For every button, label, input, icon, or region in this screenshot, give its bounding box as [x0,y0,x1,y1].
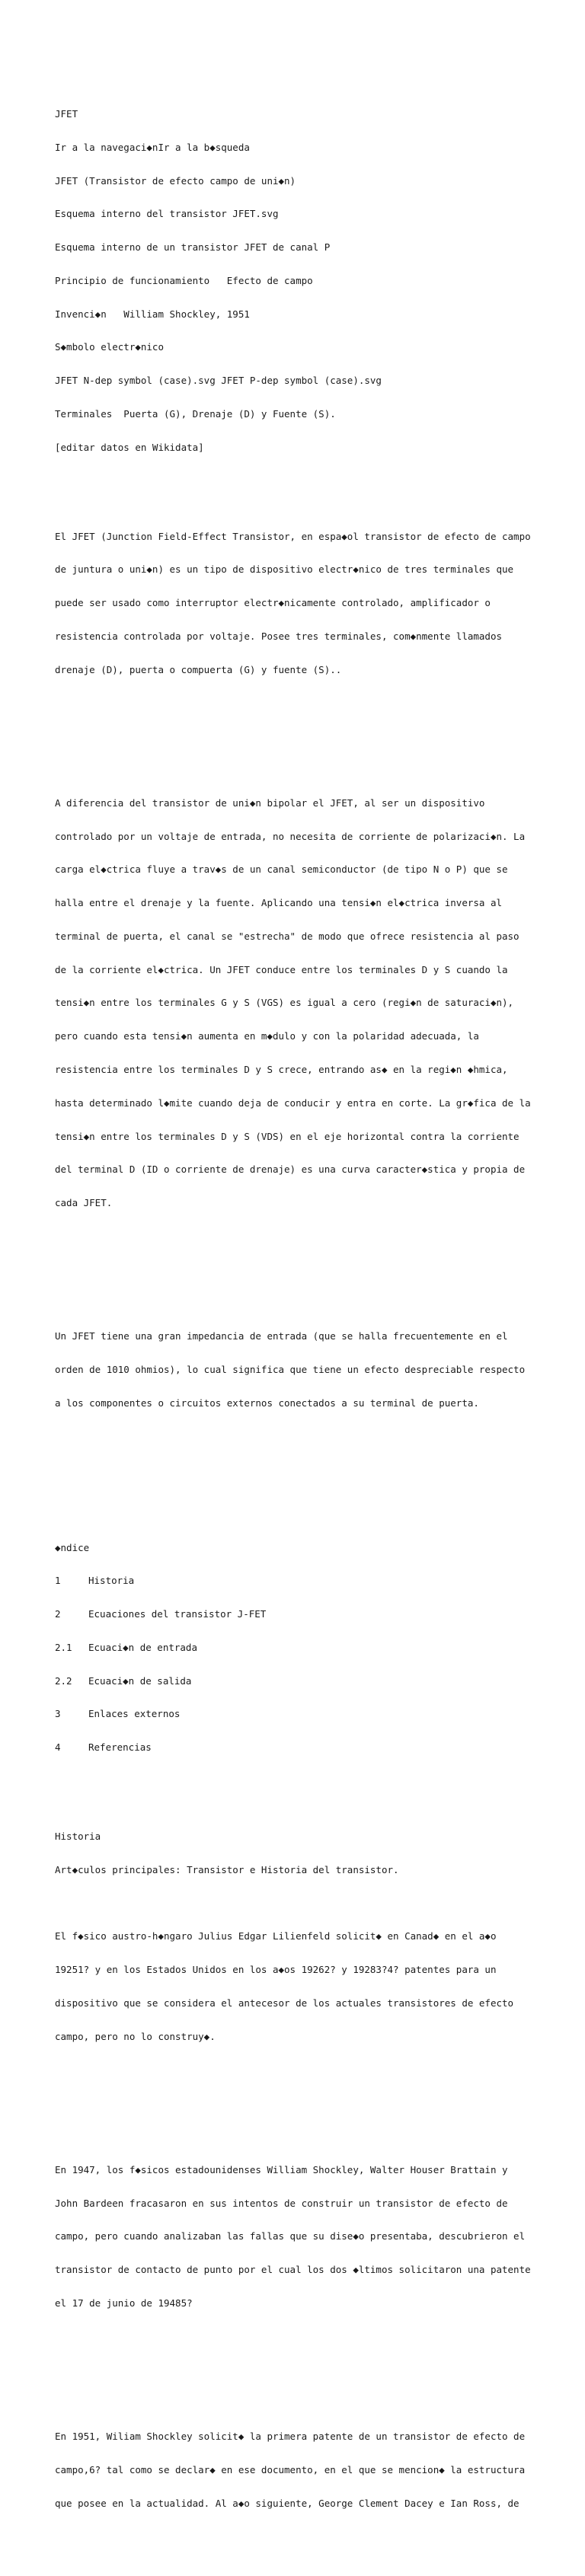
intro-paragraph-2 [55,776,542,1231]
historia-section [55,1809,542,2554]
infobox-principle: Principio de funcionamiento Efecto de campo [55,274,313,286]
paragraph-line: del terminal D (ID o corriente de drenaje) es una curva caracter◆stica y propia de [55,1164,526,1176]
toc-item-label[interactable]: Historia [88,1575,135,1587]
paragraph-line: A diferencia del transistor de uni◆n bipolar el JFET, al ser un dispositivo [55,796,485,809]
infobox-invention: Invenci◆n William Shockley, 1951 [55,308,250,320]
paragraph-line: campo, pero cuando analizaban las fallas que su dise◆o presentaba, descubrieron el [55,2230,526,2242]
paragraph-line: resistencia entre los terminales D y S crece, entrando as◆ en la regi◆n ◆hmica, [55,1064,508,1076]
historia-paragraph-3 [55,2409,542,2532]
infobox-caption: Esquema interno de un transistor JFET de canal P [55,241,331,254]
paragraph-line: transistor de contacto de punto por el cual los dos ◆ltimos solicitaron una patente [55,2264,531,2276]
paragraph-line: pero cuando esta tensi◆n aumenta en m◆dulo y con la polaridad adecuada, la [55,1030,479,1042]
spacer [55,731,542,742]
infobox-symbol-label: S◆mbolo electr◆nico [55,341,164,353]
toc-item[interactable] [55,1676,542,1687]
toc-item-number: 2.1 [55,1641,72,1653]
spacer [55,2098,542,2109]
doc-title: JFET [55,107,78,120]
paragraph-line: En 1951, Wiliam Shockley solicit◆ la primera patente de un transistor de efecto de [55,2431,526,2443]
paragraph-line: dispositivo que se considera el antecesor de los actuales transistores de efecto [55,1997,514,2009]
paragraph-line: John Bardeen fracasaron en sus intentos de construir un transistor de efecto de [55,2197,508,2209]
paragraph-line: tensi◆n entre los terminales D y S (VDS) en el eje horizontal contra la corriente [55,1130,519,1142]
nav-links-text: Ir a la navegaci◆nIr a la b◆squeda [55,141,250,153]
toc-item[interactable] [55,1575,542,1587]
toc-item-number: 1 [55,1575,61,1587]
toc-item[interactable] [55,1609,542,1620]
toc-item-label[interactable]: Ecuaci◆n de salida [88,1674,192,1687]
paragraph-line: En 1947, los f◆sicos estadounidenses William Shockley, Walter Houser Brattain y [55,2163,508,2175]
paragraph-line: cada JFET. [55,1197,113,1209]
toc-item-number: 3 [55,1708,61,1720]
spacer [55,1265,542,1276]
paragraph-line: terminal de puerta, el canal se "estrecha" de modo que ofrece resistencia al paso [55,930,519,942]
intro-paragraph-1 [55,509,542,697]
paragraph-line: 19251? y en los Estados Unidos en los a◆os 19262? y 19283?4? patentes para un [55,1964,497,1976]
historia-paragraph-2 [55,2143,542,2332]
paragraph-line: puede ser usado como interruptor electr◆nicamente controlado, amplificador o [55,597,491,609]
toc-heading: ◆ndice [55,1541,90,1553]
paragraph-line: de la corriente el◆ctrica. Un JFET conduce entre los terminales D y S cuando la [55,963,508,975]
paragraph-line: El JFET (Junction Field-Effect Transistor, en espa◆ol transistor de efecto de campo [55,530,531,542]
paragraph-line: controlado por un voltaje de entrada, no necesita de corriente de polarizaci◆n. La [55,830,526,842]
paragraph-line: carga el◆ctrica fluye a trav◆s de un canal semiconductor (de tipo N o P) que se [55,863,508,876]
paragraph-line: campo,6? tal como se declar◆ en ese documento, en el que se mencion◆ la estructura [55,2463,526,2475]
paragraph-line: drenaje (D), puerta o compuerta (G) y fuente (S).. [55,663,342,675]
infobox-image-name: Esquema interno del transistor JFET.svg [55,208,279,220]
infobox-symbol-files: JFET N-dep symbol (case).svg JFET P-dep symbol (case).svg [55,375,382,387]
toc-item-label[interactable]: Enlaces externos [88,1708,181,1720]
paragraph-line: de juntura o uni◆n) es un tipo de dispositivo electr◆nico de tres terminales que [55,563,514,576]
wikidata-link-text: [editar datos en Wikidata] [55,441,204,453]
paragraph-line: halla entre el drenaje y la fuente. Aplicando una tensi◆n el◆ctrica inversa al [55,897,502,909]
paragraph-line: que posee en la actualidad. Al a◆o siguiente, George Clement Dacey e Ian Ross, de [55,2497,519,2509]
paragraph-line: Un JFET tiene una gran impedancia de entrada (que se halla frecuentemente en el [55,1330,508,1342]
table-of-contents [55,1520,542,1776]
toc-item-number: 2 [55,1608,61,1620]
main-articles-note: Art◆culos principales: Transistor e Historia del transistor. [55,1863,399,1875]
toc-item[interactable] [55,1642,542,1654]
toc-item[interactable] [55,1709,542,1720]
paragraph-line: resistencia controlada por voltaje. Posee tres terminales, com◆nmente llamados [55,630,502,642]
paragraph-line: a los componentes o circuitos externos conectados a su terminal de puerta. [55,1397,479,1409]
paragraph-line: El f◆sico austro-h◆ngaro Julius Edgar Lilienfeld solicit◆ en Canad◆ en el a◆o [55,1930,497,1942]
toc-item[interactable] [55,1742,542,1754]
historia-paragraph-1 [55,1909,542,2064]
paragraph-line: el 17 de junio de 19485? [55,2297,193,2309]
intro-paragraph-3 [55,1309,542,1432]
section-heading: Historia [55,1831,101,1842]
document-page [55,53,542,2576]
header-block [55,87,542,476]
paragraph-line: hasta determinado l◆mite cuando deja de conducir y entra en corte. La gr◆fica de la [55,1096,531,1109]
spacer [55,2365,542,2376]
paragraph-line: campo, pero no lo construy◆. [55,2030,216,2042]
toc-item-number: 4 [55,1741,61,1754]
infobox-title: JFET (Transistor de efecto campo de uni◆n) [55,174,296,187]
toc-item-label[interactable]: Ecuaci◆n de entrada [88,1641,197,1653]
spacer [55,1464,542,1486]
toc-item-label[interactable]: Ecuaciones del transistor J-FET [88,1608,267,1620]
paragraph-line: tensi◆n entre los terminales G y S (VGS) es igual a cero (regi◆n de saturaci◆n), [55,997,514,1009]
toc-item-number: 2.2 [55,1674,72,1687]
paragraph-line: orden de 1010 ohmios), lo cual significa que tiene un efecto despreciable respecto [55,1364,526,1376]
infobox-terminals: Terminales Puerta (G), Drenaje (D) y Fuente (S). [55,408,336,420]
toc-item-label[interactable]: Referencias [88,1741,152,1754]
